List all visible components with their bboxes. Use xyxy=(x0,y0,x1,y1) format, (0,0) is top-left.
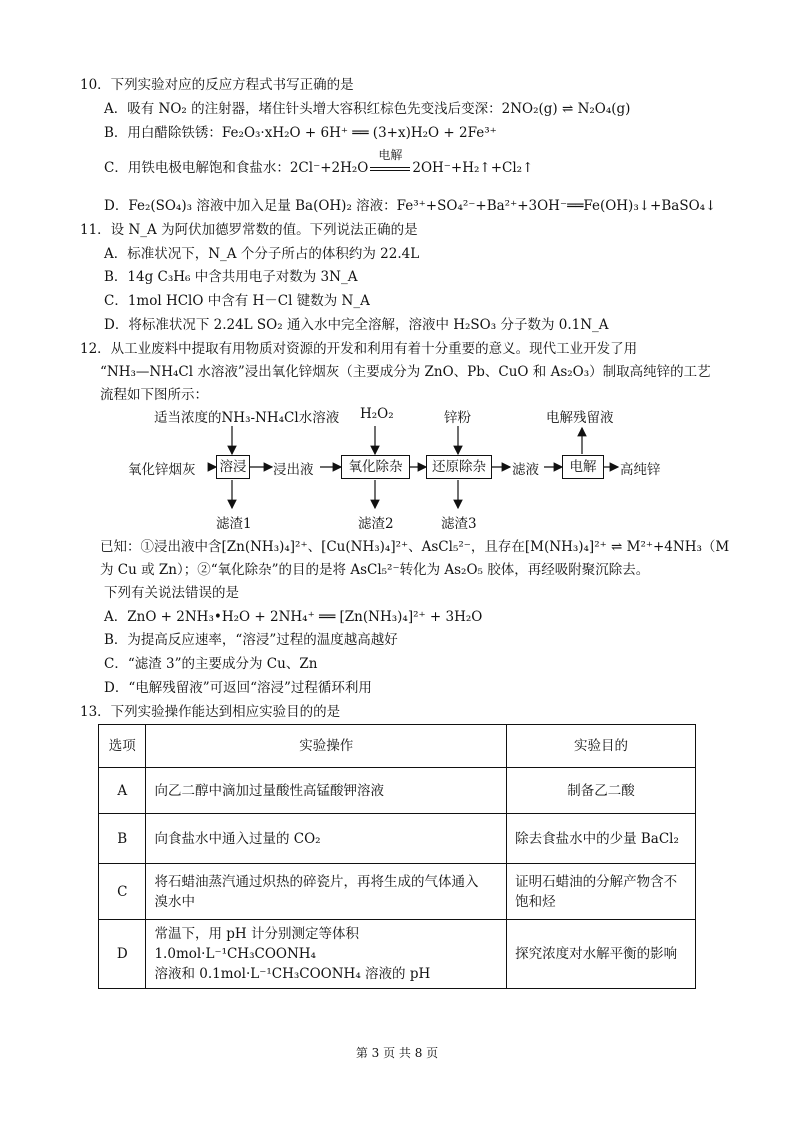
electrolysis-condition: 电解 xyxy=(378,148,403,162)
row-option: C xyxy=(99,864,146,920)
flow-mid2: 滤液 xyxy=(512,462,539,478)
q12-option-d: D．“电解残留液”可返回“溶浸”过程循环利用 xyxy=(104,680,372,696)
q10-option-c-right: 2OH⁻+H₂↑+Cl₂↑ xyxy=(412,160,534,176)
page-footer: 第 3 页 共 8 页 xyxy=(355,1046,439,1060)
row-goal xyxy=(507,814,696,864)
flow-box-electrolysis: 电解 xyxy=(562,455,604,479)
row-goal-line1: 证明石蜡油的分解产物含不 xyxy=(515,873,678,890)
flow-box-leach: 溶浸 xyxy=(216,455,250,479)
q11-option-a: A．标准状况下，N_A 个分子所占的体积约为 22.4L xyxy=(104,246,420,262)
q12-stem-line1: 12．从工业废料中提取有用物质对资源的开发和利用有着十分重要的意义。现代工业开发了用 xyxy=(80,341,638,357)
flow-residue2: 滤渣2 xyxy=(358,516,394,532)
row-option: D xyxy=(99,920,146,989)
flow-reagent2: H₂O₂ xyxy=(360,406,394,422)
q12-ask: 下列有关说法错误的是 xyxy=(104,585,239,601)
row-goal xyxy=(507,768,696,814)
q12-option-a: A．ZnO + 2NH₃•H₂O + 2NH₄⁺ ══ [Zn(NH₃)₄]²⁺ + 3H₂O xyxy=(104,609,483,625)
q12-known-line1: 已知：①浸出液中含[Zn(NH₃)₄]²⁺、[Cu(NH₃)₄]²⁺、AsCl₅²⁻，且存在[M(NH₃)₄]²⁺ ⇌ M²⁺+4NH₃（M xyxy=(100,539,730,555)
q10-stem: 10．下列实验对应的反应方程式书写正确的是 xyxy=(80,77,354,93)
header-goal: 实验目的 xyxy=(507,725,696,768)
q13-stem: 13．下列实验操作能达到相应实验目的的是 xyxy=(80,704,341,720)
flow-reagent3: 锌粉 xyxy=(444,410,471,426)
q10-option-b: B．用白醋除铁锈：Fe₂O₃·xH₂O + 6H⁺ ══ (3+x)H₂O + 2Fe³⁺ xyxy=(104,125,497,141)
flow-residue3: 滤渣3 xyxy=(441,516,477,532)
q11-option-b: B．14g C₃H₆ 中含共用电子对数为 3N_A xyxy=(104,269,358,285)
row-goal-line1: 制备乙二酸 xyxy=(567,782,635,799)
q11-option-d: D．将标准状况下 2.24L SO₂ 通入水中完全溶解，溶液中 H₂SO₃ 分子数为 0.1N_A xyxy=(104,317,609,333)
row-operation-line2: 溴水中 xyxy=(154,893,195,910)
row-goal-line2: 饱和烃 xyxy=(515,893,556,910)
table-header-row xyxy=(99,725,696,768)
row-option: B xyxy=(99,814,146,864)
row-operation-line1: 常温下，用 pH 计分别测定等体积 1.0mol·L⁻¹CH₃COONH₄ xyxy=(154,926,359,962)
header-option: 选项 xyxy=(99,725,146,768)
row-operation xyxy=(146,864,507,920)
q10-option-d: D．Fe₂(SO₄)₃ 溶液中加入足量 Ba(OH)₂ 溶液：Fe³⁺+SO₄²⁻+Ba²⁺+3OH⁻══Fe(OH)₃↓+BaSO₄↓ xyxy=(104,198,717,214)
table-row xyxy=(99,814,696,864)
row-operation-line1: 向乙二醇中滴加过量酸性高锰酸钾溶液 xyxy=(154,782,384,799)
experiment-table xyxy=(98,724,696,989)
row-goal-line1: 探究浓度对水解平衡的影响 xyxy=(515,946,678,962)
flow-mid1: 浸出液 xyxy=(273,462,314,478)
q12-option-c: C．“滤渣 3”的主要成分为 Cu、Zn xyxy=(104,656,318,672)
row-operation xyxy=(146,920,507,989)
flow-start: 氧化锌烟灰 xyxy=(128,462,196,478)
flow-box-reduction: 还原除杂 xyxy=(426,455,492,479)
q10-option-c-left: C．用铁电极电解饱和食盐水：2Cl⁻+2H₂O xyxy=(104,160,369,176)
flow-reagent1: 适当浓度的NH₃-NH₄Cl水溶液 xyxy=(154,410,340,426)
flow-output-top: 电解残留液 xyxy=(546,410,614,426)
row-operation-line1: 向食盐水中通入过量的 CO₂ xyxy=(154,830,321,847)
table-row xyxy=(99,864,696,920)
q12-stem-line2: “NH₃—NH₄Cl 水溶液”浸出氧化锌烟灰（主要成分为 ZnO、Pb、CuO 和 As₂O₃）制取高纯锌的工艺 xyxy=(100,364,711,380)
table-row xyxy=(99,920,696,989)
q12-option-b: B．为提高反应速率，“溶浸”过程的温度越高越好 xyxy=(104,632,398,648)
table-row xyxy=(99,768,696,814)
header-operation: 实验操作 xyxy=(146,725,507,768)
row-goal xyxy=(507,864,696,920)
row-goal-line1: 除去食盐水中的少量 BaCl₂ xyxy=(515,830,679,847)
q11-option-c: C．1mol HClO 中含有 H－Cl 键数为 N_A xyxy=(104,293,370,309)
row-goal xyxy=(507,920,696,989)
q10-option-a: A．吸有 NO₂ 的注射器，堵住针头增大容积红棕色先变浅后变深：2NO₂(g) ⇌ N₂O₄(g) xyxy=(104,101,631,117)
flow-end: 高纯锌 xyxy=(620,462,661,478)
q12-known-line2: 为 Cu 或 Zn）；②“氧化除杂”的目的是将 AsCl₅²⁻转化为 As₂O₅ 胶体，再经吸附聚沉除去。 xyxy=(100,562,650,578)
row-operation-line2: 溶液和 0.1mol·L⁻¹CH₃COONH₄ 溶液的 pH xyxy=(154,966,431,982)
flow-box-oxidation: 氧化除杂 xyxy=(341,455,410,479)
row-operation xyxy=(146,768,507,814)
row-option: A xyxy=(99,768,146,814)
row-operation-line1: 将石蜡油蒸汽通过炽热的碎瓷片，再将生成的气体通入 xyxy=(154,873,479,890)
q12-stem-line3: 流程如下图所示： xyxy=(100,387,208,403)
row-operation xyxy=(146,814,507,864)
q11-stem: 11．设 N_A 为阿伏加德罗常数的值。下列说法正确的是 xyxy=(80,222,418,238)
flow-residue1: 滤渣1 xyxy=(216,516,252,532)
